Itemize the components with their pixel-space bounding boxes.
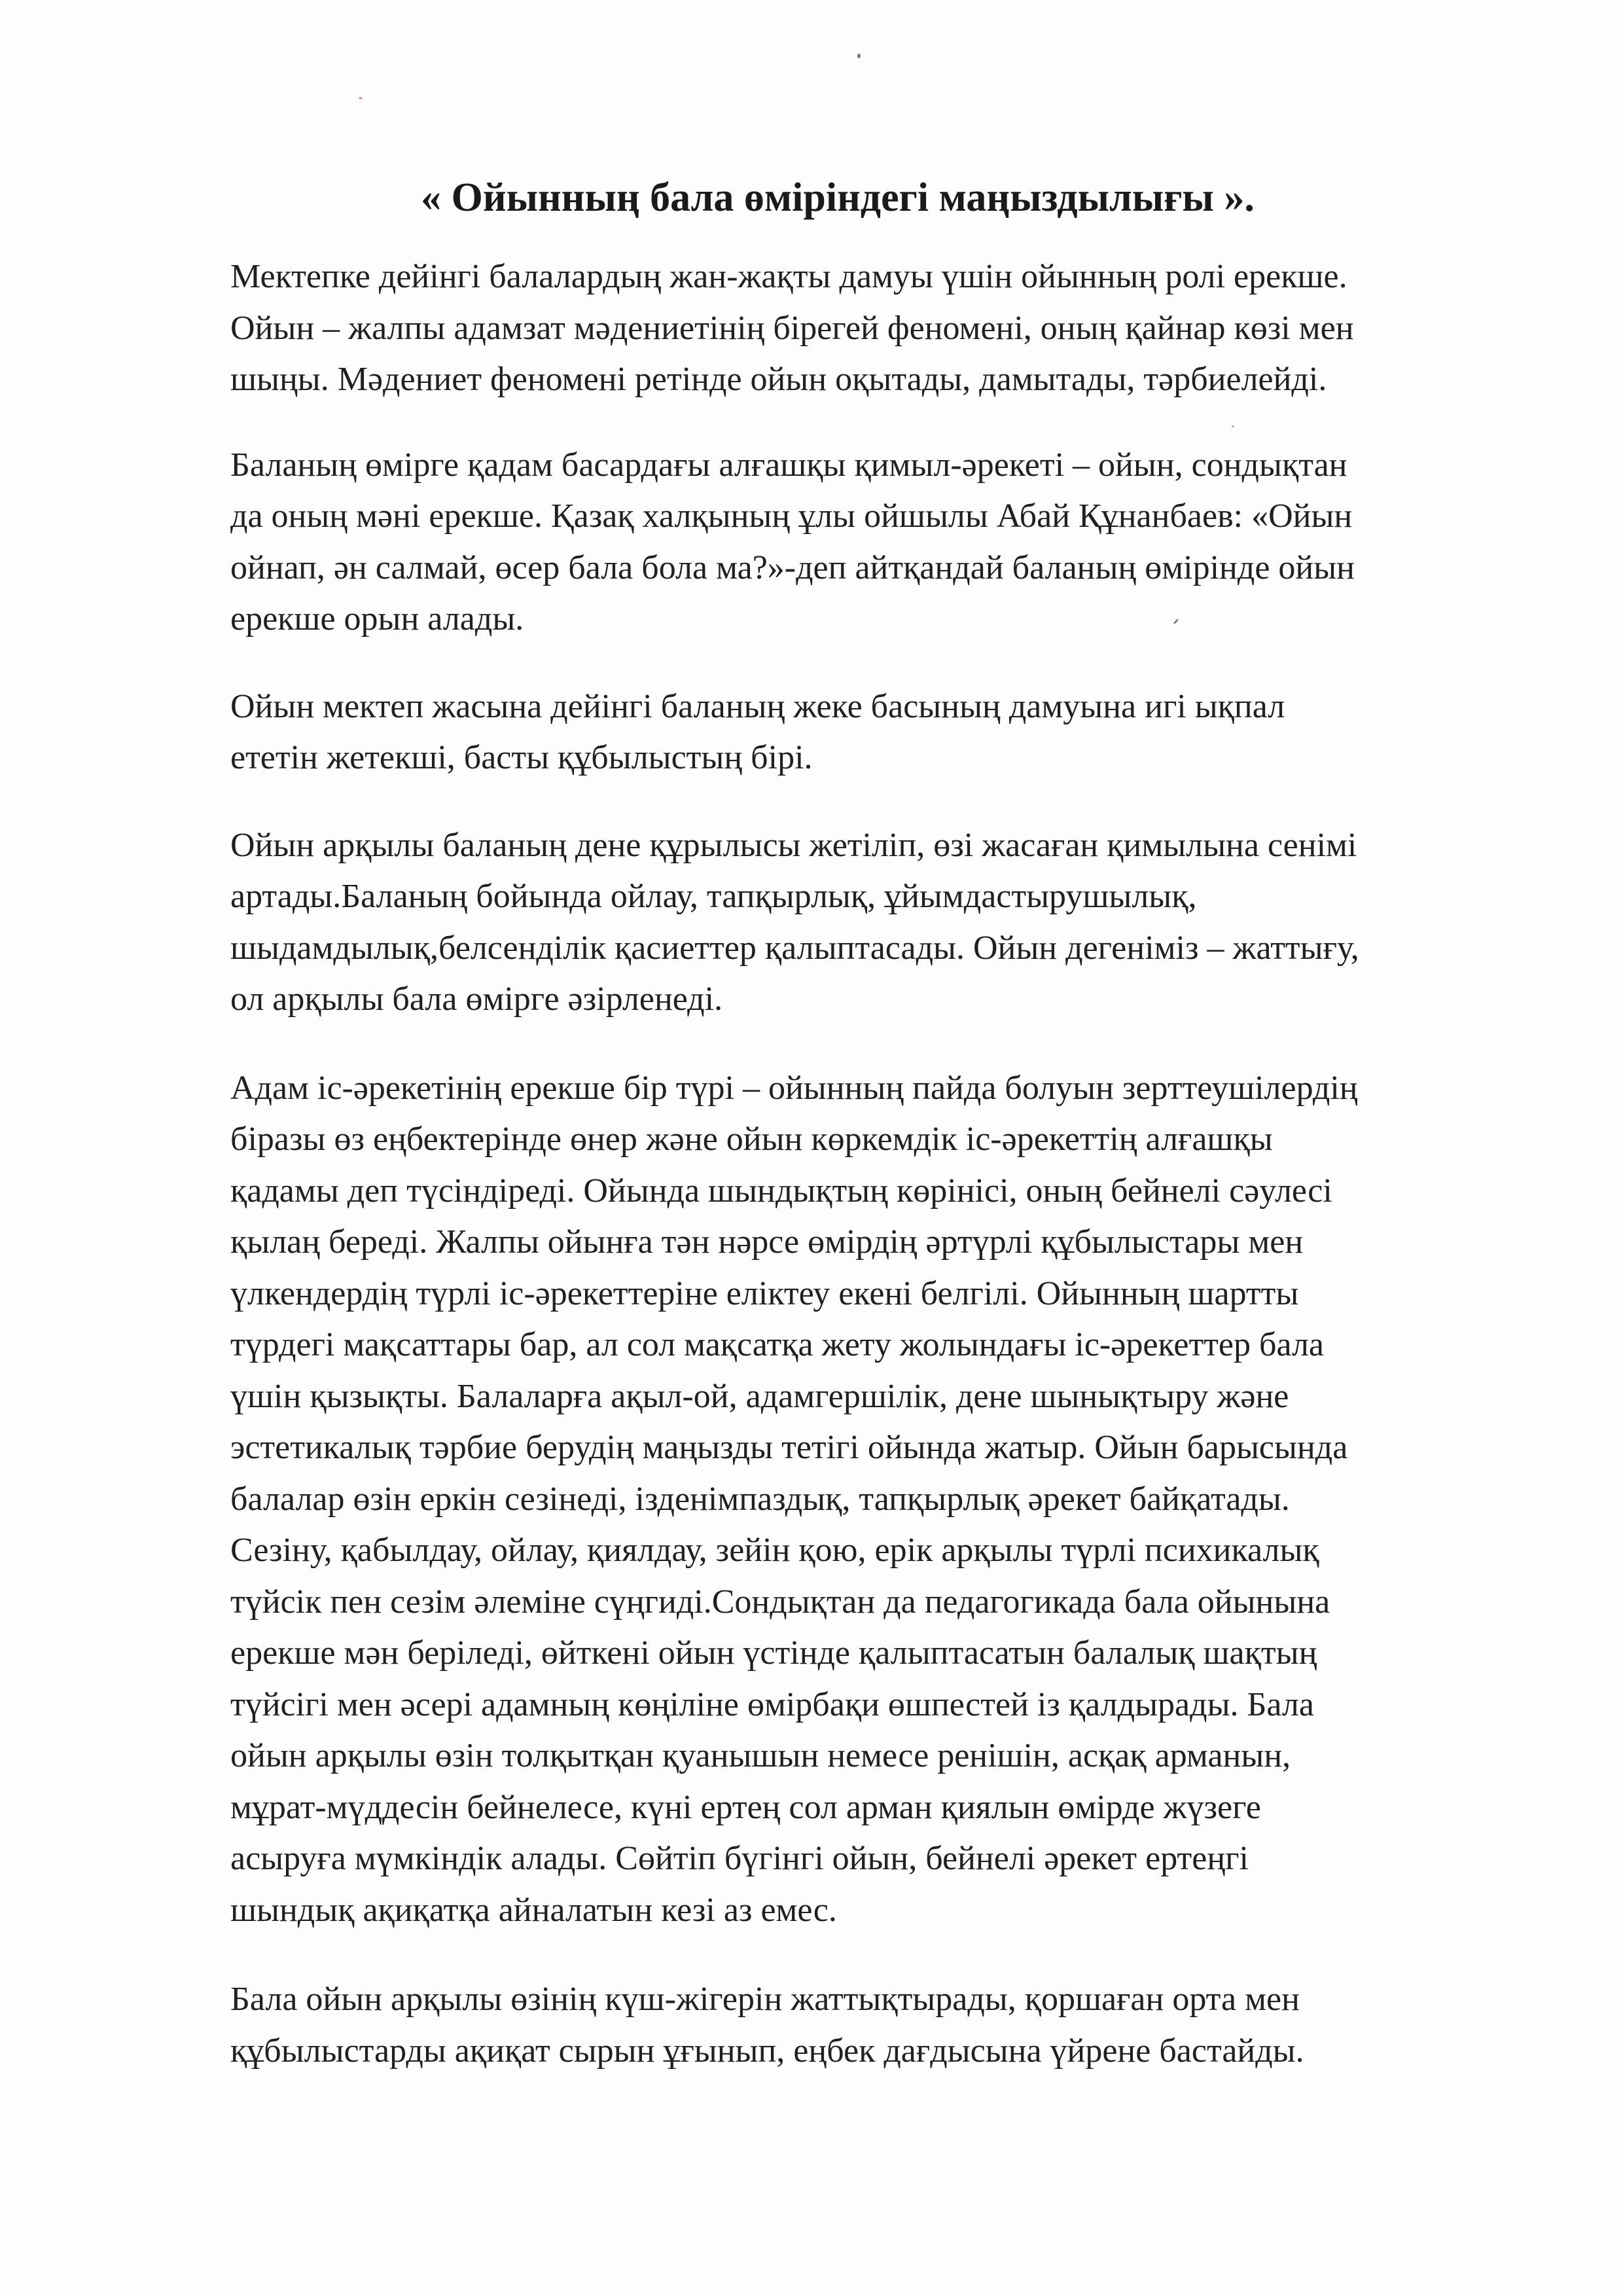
paragraph-3 (230, 681, 1461, 784)
text-line: шыдамдылық,белсенділік қасиеттер қалыптасады. Ойын дегеніміз – жаттығу, (230, 929, 1359, 967)
text-line: қылаң береді. Жалпы ойынға тән нәрсе өмірдің әртүрлі құбылыстары мен (230, 1223, 1304, 1261)
text-line: асыруға мүмкіндік алады. Сөйтіп бүгінгі ойын, бейнелі әрекет ертеңгі (230, 1840, 1249, 1877)
text-line: ол арқылы бала өмірге әзірленеді. (230, 980, 723, 1018)
paragraph-4 (230, 820, 1461, 1026)
text-line: қадамы деп түсіндіреді. Ойында шындықтың көрінісі, оның бейнелі сәулесі (230, 1172, 1332, 1210)
text-line: артады.Баланың бойында ойлау, тапқырлық, ұйымдастырушылық, (230, 878, 1197, 915)
text-line: ойын арқылы өзін толқытқан қуанышын немесе ренішін, асқақ арманын, (230, 1737, 1291, 1774)
text-line: Сезіну, қабылдау, ойлау, қиялдау, зейін қою, ерік арқылы түрлі психикалық (230, 1532, 1319, 1569)
text-line: үлкендердің түрлі іс-әрекеттеріне еліктеу екені белгілі. Ойынның шартты (230, 1274, 1299, 1312)
text-line: Мектепке дейінгі балалардың жан-жақты дамуы үшін ойынның ролі ерекше. (230, 258, 1347, 295)
scan-speck (857, 54, 861, 58)
text-line: құбылыстарды ақиқат сырын ұғынып, еңбек дағдысына үйрене бастайды. (230, 2032, 1304, 2070)
text-line: Адам іс-әрекетінің ерекше бір түрі – ойынның пайда болуын зерттеушілердің (230, 1069, 1358, 1107)
text-line: біразы өз еңбектерінде өнер және ойын көркемдік іс-әрекеттің алғашқы (230, 1121, 1273, 1158)
text-line: түйсік пен сезім әлеміне сүңгиді.Сондықтан да педагогикада бала ойынына (230, 1583, 1330, 1621)
text-line: ерекше мән беріледі, өйткені ойын үстінде қалыптасатын балалық шақтың (230, 1634, 1317, 1672)
text-line: үшін қызықты. Балаларға ақыл-ой, адамгершілік, дене шынықтыру және (230, 1377, 1289, 1415)
text-line: эстетикалық тәрбие берудің маңызды тетігі ойында жатыр. Ойын барысында (230, 1429, 1348, 1466)
paragraph-5 (230, 1063, 1461, 1937)
text-line: шыңы. Мәдениет феномені ретінде ойын оқытады, дамытады, тәрбиелейді. (230, 361, 1327, 398)
document-body (230, 251, 1461, 2077)
text-line: ерекше орын алады. (230, 600, 524, 637)
text-line: мұрат-мүддесін бейнелесе, күні ертең сол арман қиялын өмірде жүзеге (230, 1788, 1261, 1826)
document-title: « Ойынның бала өміріндегі маңыздылығы ». (421, 175, 1255, 220)
scan-speck (1232, 425, 1234, 427)
text-line: ететін жетекші, басты құбылыстың бірі. (230, 739, 813, 776)
text-line: Ойын – жалпы адамзат мәдениетінің бірегей феномені, оның қайнар көзі мен (230, 309, 1354, 347)
paragraph-6 (230, 1974, 1461, 2077)
scan-speck (359, 97, 363, 99)
paragraph-1 (230, 251, 1461, 406)
text-line: Бала ойын арқылы өзінің күш-жігерін жаттықтырады, қоршаған орта мен (230, 1981, 1300, 2018)
text-line: шындық ақиқатқа айналатын кезі аз емес. (230, 1891, 837, 1929)
text-line: Ойын арқылы баланың дене құрылысы жетіліп, өзі жасаған қимылына сенімі (230, 826, 1357, 864)
text-line: түйсігі мен әсері адамның көңіліне өмірбақи өшпестей із қалдырады. Бала (230, 1685, 1314, 1723)
paragraph-2 (230, 440, 1461, 645)
text-line: Баланың өмірге қадам басардағы алғашқы қимыл-әрекеті – ойын, сондықтан (230, 446, 1347, 484)
text-line: Ойын мектеп жасына дейінгі баланың жеке басының дамуына игі ықпал (230, 687, 1285, 725)
text-line: да оның мәні ерекше. Қазақ халқының ұлы ойшылы Абай Құнанбаев: «Ойын (230, 497, 1353, 535)
text-line: балалар өзін еркін сезінеді, ізденімпаздық, тапқырлық әрекет байқатады. (230, 1480, 1290, 1518)
text-line: түрдегі мақсаттары бар, ал сол мақсатқа жету жолындағы іс-әрекеттер бала (230, 1326, 1325, 1363)
text-line: ойнап, ән салмай, өсер бала бола ма?»-деп айтқандай баланың өмірінде ойын (230, 548, 1355, 586)
